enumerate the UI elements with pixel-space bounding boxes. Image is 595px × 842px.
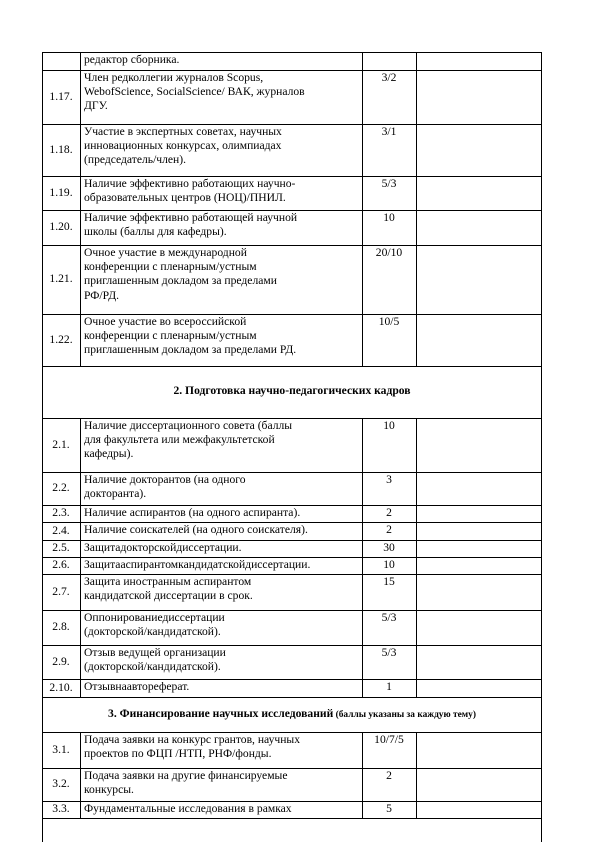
column-border <box>541 52 542 842</box>
column-border <box>80 610 81 645</box>
item-description-line: Наличие соискателей (на одного соискателя). <box>84 523 308 536</box>
column-border <box>416 505 417 522</box>
item-number: 3.2. <box>52 777 70 791</box>
column-border <box>80 557 81 574</box>
column-border <box>80 540 81 557</box>
item-description-line: Защитадокторскойдиссертации. <box>84 541 242 554</box>
item-description-line: Наличие эффективно работающих научно- <box>84 177 296 190</box>
column-border <box>416 522 417 540</box>
item-description-line: ДГУ. <box>84 99 108 113</box>
item-number: 3.3. <box>52 802 70 816</box>
column-border <box>80 679 81 697</box>
column-border <box>80 732 81 768</box>
item-number: 2.5. <box>52 541 70 555</box>
item-description-line: Отзыв ведущей организации <box>84 646 226 659</box>
item-number: 2.9. <box>52 654 70 668</box>
column-border <box>416 210 417 245</box>
item-points: 5/3 <box>381 646 397 659</box>
item-number: 1.18. <box>49 142 73 156</box>
item-description-line: Подача заявки на другие финансируемые <box>84 769 288 782</box>
item-points: 5/3 <box>381 611 397 624</box>
item-description-line: редактор сборника. <box>84 53 180 66</box>
column-border <box>80 472 81 505</box>
item-number: 1.22. <box>49 332 73 346</box>
item-number: 2.2. <box>52 481 70 495</box>
column-border <box>80 314 81 366</box>
item-points: 15 <box>383 575 395 588</box>
item-points: 20/10 <box>375 246 403 259</box>
item-description-line: для факультета или межфакультетской <box>84 433 275 447</box>
column-border <box>416 176 417 210</box>
column-border <box>416 52 417 70</box>
item-description-line: Защита иностранным аспирантом <box>84 575 252 588</box>
section-title-text: 2. Подготовка научно-педагогических кадров <box>173 384 411 397</box>
item-description-line: Защитааспирантомкандидатскойдиссертации. <box>84 558 311 571</box>
column-border <box>416 574 417 610</box>
column-border <box>80 52 81 70</box>
item-description-line: проектов по ФЦП /НТП, РНФ/фонды. <box>84 747 272 761</box>
item-points: 3 <box>386 473 392 486</box>
column-border <box>416 645 417 679</box>
item-description-line: докторанта). <box>84 487 147 501</box>
item-description-line: Очное участие в международной <box>84 246 247 259</box>
item-points: 10 <box>383 558 395 571</box>
item-description-line: конкурсы. <box>84 783 134 797</box>
item-number: 1.17. <box>49 89 73 103</box>
column-border <box>80 210 81 245</box>
item-points: 30 <box>383 541 395 554</box>
column-border <box>416 124 417 176</box>
item-description-line: WebofScience, SocialScience/ ВАК, журналов <box>84 85 305 99</box>
column-border <box>416 472 417 505</box>
item-description-line: (председатель/член). <box>84 153 187 167</box>
column-border <box>80 574 81 610</box>
item-points: 2 <box>386 769 392 782</box>
item-number: 3.1. <box>52 742 70 756</box>
item-points: 10 <box>383 211 395 224</box>
section-heading <box>42 384 542 397</box>
item-description-line: Фундаментальные исследования в рамках <box>84 802 292 815</box>
item-points: 5/3 <box>381 177 397 190</box>
column-border <box>80 418 81 472</box>
item-description-line: Подача заявки на конкурс грантов, научных <box>84 733 301 746</box>
item-points: 2 <box>386 506 392 519</box>
item-number: 2.6. <box>52 558 70 572</box>
item-number: 2.3. <box>52 506 70 520</box>
column-border <box>80 245 81 314</box>
item-description-line: конференции с пленарным/устным <box>84 260 257 274</box>
item-points: 2 <box>386 523 392 536</box>
item-points: 10 <box>383 419 395 432</box>
column-border <box>80 522 81 540</box>
column-border <box>416 732 417 768</box>
item-description-line: Наличие аспирантов (на одного аспиранта). <box>84 506 301 519</box>
column-border <box>416 768 417 801</box>
column-border <box>416 610 417 645</box>
item-description-line: кандидатской диссертации в срок. <box>84 589 253 603</box>
item-description-line: образовательных центров (НОЦ)/ПНИЛ. <box>84 191 286 205</box>
item-description-line: приглашенным докладом за пределами <box>84 274 277 288</box>
item-points: 5 <box>386 802 392 815</box>
item-description-line: Отзывнаавтореферат. <box>84 680 190 693</box>
item-number: 2.10. <box>49 680 73 694</box>
item-number: 1.20. <box>49 220 73 234</box>
column-border <box>80 768 81 801</box>
item-description-line: РФ/РД. <box>84 288 120 302</box>
item-number: 2.7. <box>52 584 70 598</box>
column-border <box>416 70 417 124</box>
item-description-line: Оппонированиедиссертации <box>84 611 225 624</box>
item-description-line: инновационных конкурсах, олимпиадах <box>84 139 282 153</box>
item-description-line: Наличие докторантов (на одного <box>84 473 246 486</box>
column-border <box>416 540 417 557</box>
column-border <box>416 245 417 314</box>
column-border <box>416 314 417 366</box>
row-border <box>42 818 542 819</box>
row-border <box>42 366 542 367</box>
column-border <box>80 505 81 522</box>
column-border <box>80 645 81 679</box>
item-number: 1.21. <box>49 272 73 286</box>
item-description-line: (докторской/кандидатской). <box>84 660 221 674</box>
column-border <box>80 124 81 176</box>
item-points: 1 <box>386 680 392 693</box>
item-points: 3/1 <box>381 125 397 138</box>
item-description-line: Участие в экспертных советах, научных <box>84 125 282 138</box>
item-number: 2.1. <box>52 437 70 451</box>
item-points: 3/2 <box>381 71 397 84</box>
column-border <box>80 801 81 818</box>
section-title-text: 3. Финансирование научных исследований <box>108 706 334 720</box>
column-border <box>80 176 81 210</box>
row-border <box>42 697 542 698</box>
item-description-line: Очное участие во всероссийской <box>84 315 247 328</box>
item-number: 2.8. <box>52 620 70 634</box>
section-note: (баллы указаны за каждую тему) <box>333 709 476 720</box>
item-number: 1.19. <box>49 185 73 199</box>
column-border <box>362 52 363 70</box>
item-description-line: Наличие эффективно работающей научной <box>84 211 298 224</box>
item-description-line: Наличие диссертационного совета (баллы <box>84 419 293 432</box>
item-description-line: школы (баллы для кафедры). <box>84 225 227 239</box>
item-points: 10/7/5 <box>374 733 404 746</box>
item-points: 10/5 <box>378 315 400 328</box>
column-border <box>416 679 417 697</box>
item-description-line: кафедры). <box>84 447 134 461</box>
item-number: 2.4. <box>52 523 70 537</box>
column-border <box>416 557 417 574</box>
column-border <box>416 418 417 472</box>
column-border <box>80 70 81 124</box>
item-description-line: Член редколлегии журналов Scopus, <box>84 71 264 84</box>
section-heading <box>42 707 542 720</box>
item-description-line: конференции с пленарным/устным <box>84 329 257 343</box>
column-border <box>416 801 417 818</box>
item-description-line: приглашенным докладом за пределами РД. <box>84 343 297 357</box>
item-description-line: (докторской/кандидатской). <box>84 625 221 639</box>
